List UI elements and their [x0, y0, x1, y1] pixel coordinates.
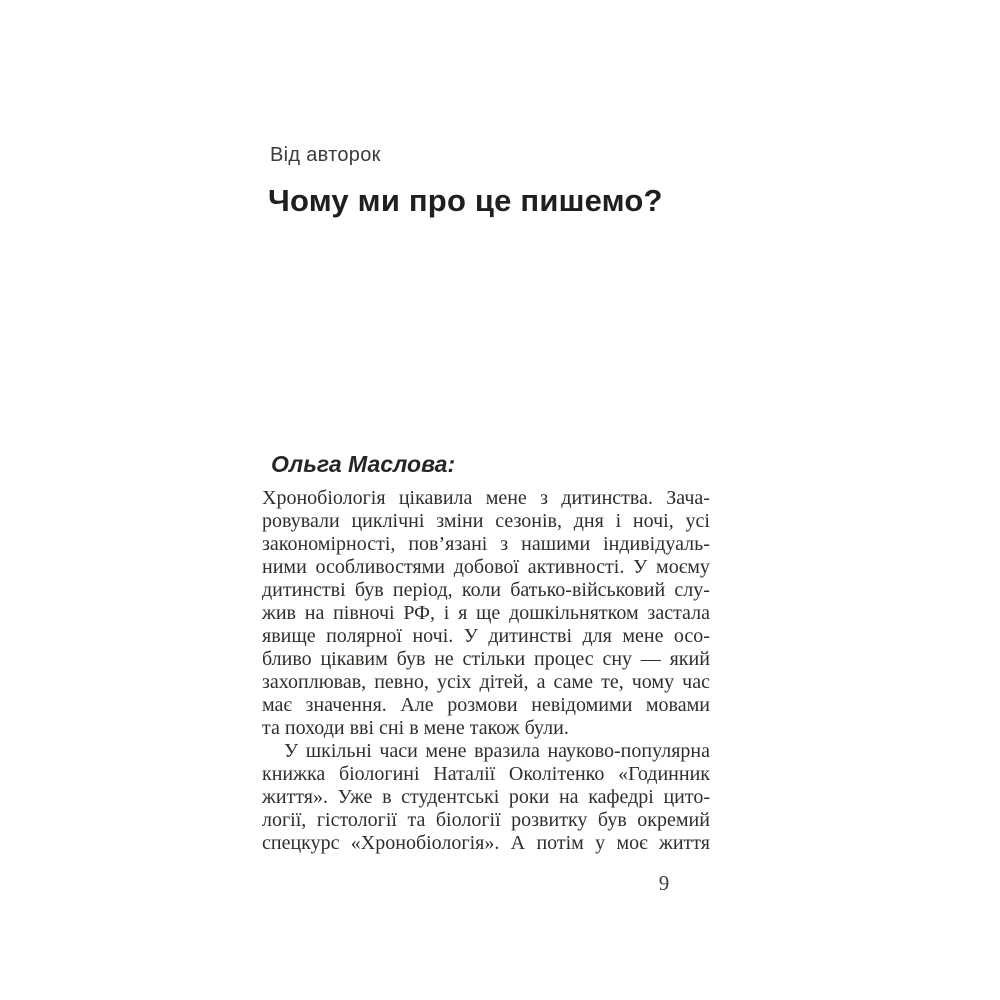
body-line: захоплював, певно, усіх дітей, а саме те, чому час	[262, 671, 710, 693]
body-line: дитинстві був період, коли батько-військовий слу-	[262, 579, 710, 601]
section-kicker: Від авторок	[270, 144, 381, 166]
body-line: явище полярної ночі. У дитинстві для мене осо-	[262, 625, 710, 647]
body-line: логії, гістології та біології розвитку був окремий	[262, 809, 710, 831]
author-name: Ольга Маслова:	[271, 451, 456, 477]
body-line: спецкурс «Хронобіологія». А потім у моє життя	[262, 832, 710, 854]
body-line: жив на півночі РФ, і я ще дошкільнятком застала	[262, 602, 710, 624]
body-line: ровували циклічні зміни сезонів, дня і ночі, усі	[262, 510, 710, 532]
body-line: У шкільні часи мене вразила науково-популярна	[284, 740, 710, 762]
page-number: 9	[658, 871, 670, 895]
page-title: Чому ми про це пишемо?	[268, 183, 663, 218]
body-line: ними особливостями добової активності. У моєму	[262, 556, 710, 578]
body-column	[262, 487, 710, 855]
body-line: життя». Уже в студентські роки на кафедрі цито-	[262, 786, 710, 808]
body-line: має значення. Але розмови невідомими мовами	[262, 694, 710, 716]
body-line: закономірності, пов’язані з нашими індивідуаль-	[262, 533, 710, 555]
body-line: та походи вві сні в мене також були.	[262, 717, 569, 739]
body-line: книжка біологині Наталії Околітенко «Годинник	[262, 763, 710, 785]
body-line: бливо цікавим був не стільки процес сну — який	[262, 648, 710, 670]
body-line: Хронобіологія цікавила мене з дитинства. Зача-	[262, 487, 710, 509]
